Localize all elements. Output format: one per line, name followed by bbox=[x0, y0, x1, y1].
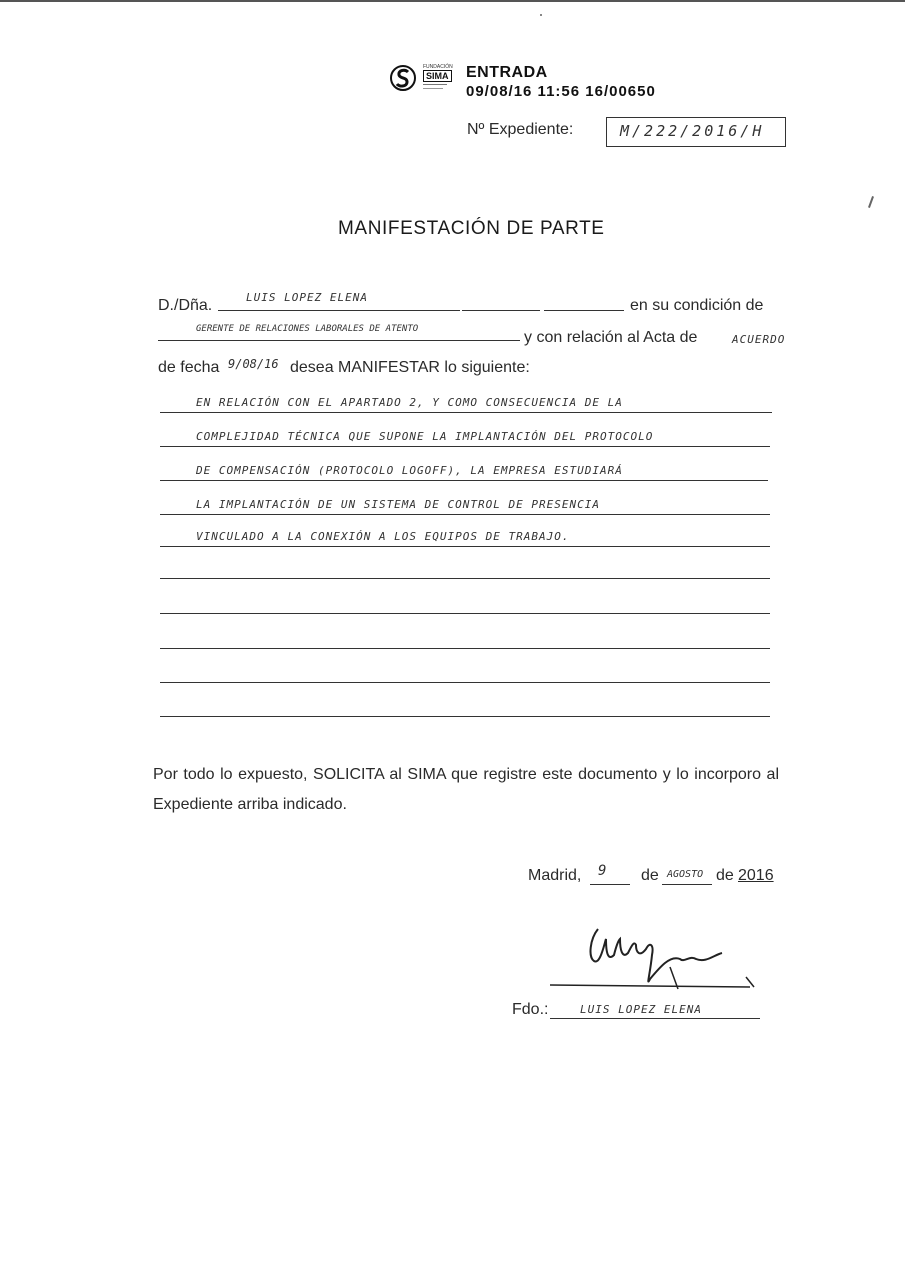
fdo-name: LUIS LOPEZ ELENA bbox=[580, 1003, 702, 1016]
statement-text: EN RELACIÓN CON EL APARTADO 2, Y COMO CONSECUENCIA DE LA bbox=[196, 396, 623, 409]
fecha-label: de fecha bbox=[158, 359, 220, 376]
statement-line bbox=[160, 514, 770, 515]
name-underline bbox=[462, 310, 540, 311]
expediente-label: Nº Expediente: bbox=[467, 121, 574, 138]
document-title: MANIFESTACIÓN DE PARTE bbox=[338, 218, 605, 239]
statement-text: DE COMPENSACIÓN (PROTOCOLO LOGOFF), LA EMPRESA ESTUDIARÁ bbox=[196, 464, 623, 477]
fdo-underline bbox=[550, 1018, 760, 1019]
date-month-underline bbox=[662, 884, 712, 885]
name-underline bbox=[218, 310, 460, 311]
stamp-registration: 09/08/16 11:56 16/00650 bbox=[466, 83, 656, 100]
page-top-border bbox=[0, 0, 905, 2]
closing-paragraph: Por todo lo expuesto, SOLICITA al SIMA que registre este documento y lo incorporo al Expediente arriba indicado. bbox=[153, 766, 779, 813]
date-city: Madrid, bbox=[528, 867, 582, 884]
blank-line bbox=[160, 578, 770, 579]
manifestar-text: desea MANIFESTAR lo siguiente: bbox=[290, 359, 530, 376]
sima-logo bbox=[390, 64, 416, 97]
logo-rule bbox=[423, 84, 447, 85]
condicion-value: GERENTE DE RELACIONES LABORALES DE ATENTO bbox=[196, 324, 419, 334]
acta-text: y con relación al Acta de bbox=[524, 329, 698, 346]
sima-logo-name: SIMA bbox=[423, 70, 452, 82]
dona-label: D./Dña. bbox=[158, 297, 213, 314]
acta-value: ACUERDO bbox=[732, 333, 786, 346]
fecha-value: 9/08/16 bbox=[228, 357, 279, 371]
blank-line bbox=[160, 613, 770, 614]
expediente-value: M/222/2016/H bbox=[620, 122, 765, 140]
date-de: de bbox=[641, 867, 659, 884]
stamp-title: ENTRADA bbox=[466, 64, 548, 81]
statement-text: VINCULADO A LA CONEXIÓN A LOS EQUIPOS DE TRABAJO. bbox=[196, 530, 570, 543]
logo-rule bbox=[423, 88, 443, 89]
date-year: 2016 bbox=[738, 867, 774, 884]
fdo-label: Fdo.: bbox=[512, 1001, 549, 1018]
sima-s-icon bbox=[390, 64, 416, 92]
date-day: 9 bbox=[598, 863, 608, 879]
blank-line bbox=[160, 682, 770, 683]
sima-logo-small-text: FUNDACIÓN bbox=[423, 64, 453, 70]
statement-line bbox=[160, 412, 772, 413]
statement-text: COMPLEJIDAD TÉCNICA QUE SUPONE LA IMPLANTACIÓN DEL PROTOCOLO bbox=[196, 430, 654, 443]
blank-line bbox=[160, 716, 770, 717]
condicion-text: en su condición de bbox=[630, 297, 764, 314]
statement-text: LA IMPLANTACIÓN DE UN SISTEMA DE CONTROL DE PRESENCIA bbox=[196, 498, 600, 511]
scan-mark bbox=[868, 196, 874, 208]
date-month: AGOSTO bbox=[667, 869, 704, 880]
statement-line bbox=[160, 546, 770, 547]
blank-line bbox=[160, 648, 770, 649]
scan-mark bbox=[540, 14, 542, 16]
handwritten-signature bbox=[550, 915, 770, 1005]
statement-line bbox=[160, 480, 768, 481]
statement-line bbox=[160, 446, 770, 447]
name-underline bbox=[544, 310, 624, 311]
condicion-underline bbox=[158, 340, 520, 341]
name-value: LUIS LOPEZ ELENA bbox=[246, 291, 368, 304]
date-de: de bbox=[716, 867, 734, 884]
date-day-underline bbox=[590, 884, 630, 885]
